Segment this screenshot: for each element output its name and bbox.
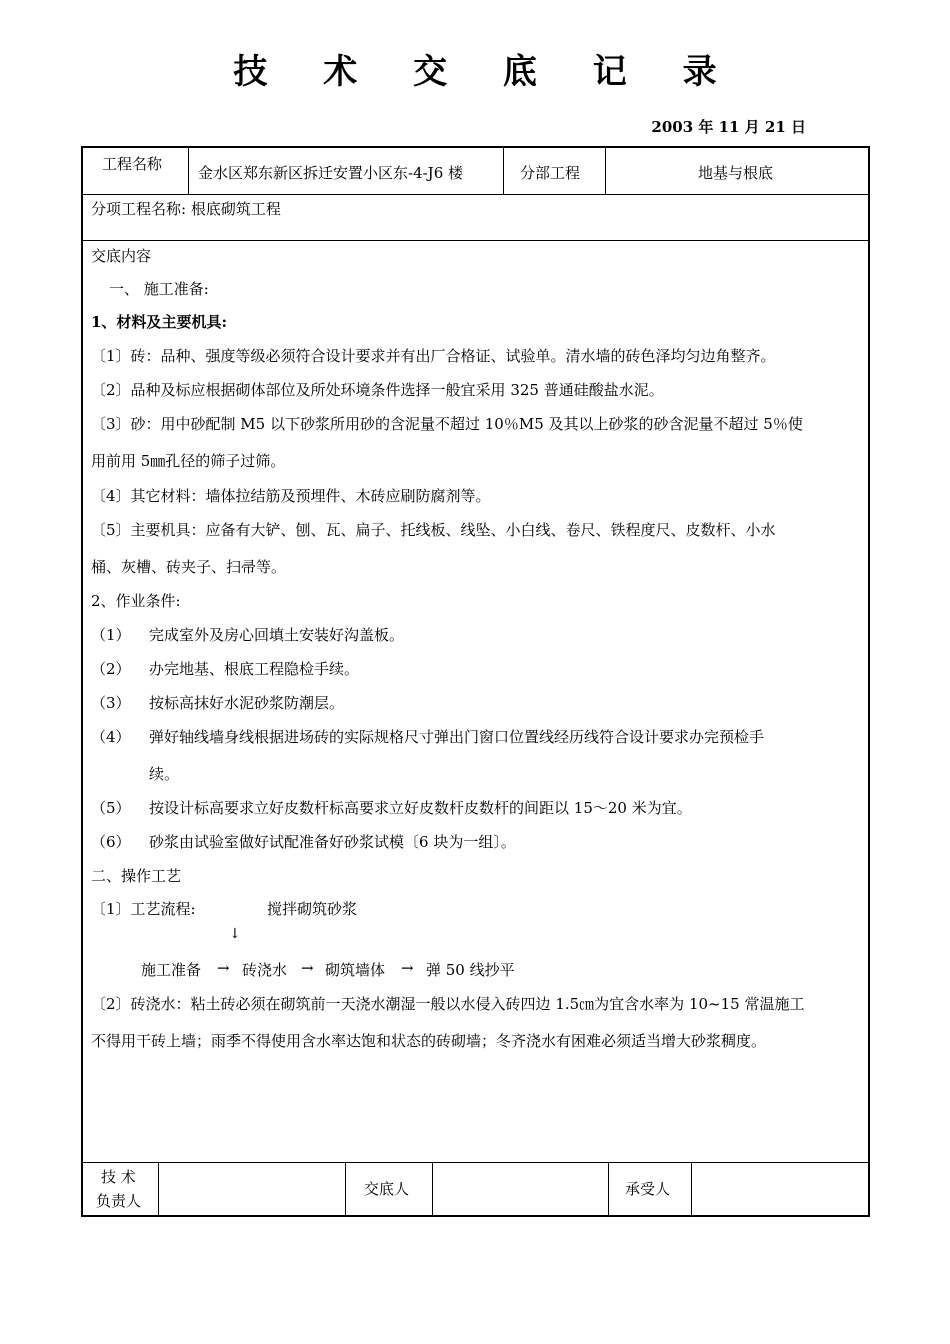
project-value-cell: [189, 148, 504, 194]
receiver-label-cell: [609, 1163, 692, 1215]
condition-1-number: （1）: [91, 626, 131, 644]
condition-2-number: （2）: [91, 660, 131, 678]
condition-3-number: （3）: [91, 694, 131, 712]
materials-heading: 1、材料及主要机具:: [91, 313, 227, 331]
brick-watering-text-cont: 不得用干砖上墙；雨季不得使用含水率达饱和状态的砖砌墙；冬齐浇水有困难必须适当增大砂浆稠度。: [91, 1032, 767, 1050]
condition-5: 按设计标高要求立好皮数杆标高要求立好皮数杆皮数杆的间距以 15～20 米为宜。: [149, 799, 692, 817]
condition-4-number: （4）: [91, 728, 131, 746]
brick-watering-text: 〔2〕砖浇水：粘土砖必须在砌筑前一天浇水潮湿一般以水侵入砖四边 1.5㎝为宜含水率为 10~15 常温施工: [91, 995, 805, 1013]
division-value-cell: [606, 148, 868, 194]
material-item-3: 〔3〕砂：用中砂配制 M5 以下砂浆所用砂的含泥量不超过 10％M5 及其以上砂浆的砂含泥量不超过 5％使: [91, 415, 803, 433]
flow-step-1: 施工准备: [141, 961, 202, 979]
project-value: 金水区郑东新区拆迁安置小区东-4-J6 楼: [198, 164, 464, 182]
section-2-heading: 二、操作工艺: [91, 867, 182, 885]
record-table: [81, 146, 870, 1217]
flow-arrow-icon: →: [217, 959, 230, 977]
process-flow-label: 〔1〕工艺流程:: [91, 900, 196, 918]
division-label-cell: [504, 148, 606, 194]
project-label-cell: [83, 148, 189, 194]
flow-step-3: 砌筑墙体: [325, 961, 386, 979]
subitem-row: [83, 194, 868, 241]
flow-step-2: 砖浇水: [242, 961, 288, 979]
tech-lead-label-1: 技 术: [101, 1168, 136, 1186]
handover-label: 交底人: [364, 1180, 410, 1198]
handover-signature[interactable]: [433, 1163, 609, 1215]
handover-content: [83, 240, 868, 1163]
document-title: 技 术 交 底 记 录: [233, 52, 739, 92]
material-item-2: 〔2〕品种及标应根据砌体部位及所处环境条件选择一般宜采用 325 普通硅酸盐水泥。: [91, 381, 664, 399]
material-item-5-cont: 桶、灰槽、砖夹子、扫帚等。: [91, 558, 287, 576]
division-value: 地基与根底: [698, 164, 774, 182]
receiver-label: 承受人: [625, 1180, 671, 1198]
flow-arrow-icon: →: [401, 959, 414, 977]
section-1-heading: 一、 施工准备:: [109, 280, 209, 298]
condition-6-number: （6）: [91, 833, 131, 851]
tech-lead-label-cell: [83, 1163, 159, 1215]
flow-step-4: 弹 50 线抄平: [426, 961, 515, 979]
flow-mortar-step: 搅拌砌筑砂浆: [267, 900, 358, 918]
tech-lead-signature[interactable]: [159, 1163, 346, 1215]
header-row: [83, 148, 868, 195]
condition-1: 完成室外及房心回填土安装好沟盖板。: [149, 626, 405, 644]
condition-6: 砂浆由试验室做好试配准备好砂浆试模〔6 块为一组〕。: [149, 833, 516, 851]
condition-2: 办完地基、根底工程隐检手续。: [149, 660, 360, 678]
material-item-3-cont: 用前用 5㎜孔径的筛子过筛。: [91, 452, 286, 470]
material-item-1: 〔1〕砖：品种、强度等级必须符合设计要求并有出厂合格证、试验单。清水墙的砖色泽均匀边角整齐。: [91, 347, 776, 365]
document-date: 2003 年 11 月 21 日: [651, 118, 806, 136]
material-item-4: 〔4〕其它材料：墙体拉结筋及预埋件、木砖应刷防腐剂等。: [91, 487, 491, 505]
signature-row: [83, 1162, 868, 1215]
condition-4: 弹好轴线墙身线根据进场砖的实际规格尺寸弹出门窗口位置线经历线符合设计要求办完预检手: [149, 728, 765, 746]
condition-5-number: （5）: [91, 799, 131, 817]
division-label: 分部工程: [520, 164, 581, 182]
handover-label-cell: [346, 1163, 433, 1215]
flow-arrow-icon: →: [301, 959, 314, 977]
condition-4-cont: 续。: [149, 765, 180, 783]
material-item-5: 〔5〕主要机具：应备有大铲、刨、瓦、扁子、托线板、线坠、小白线、卷尺、铁程度尺、皮数杆、小水: [91, 521, 776, 539]
content-heading: 交底内容: [91, 247, 152, 265]
flow-down-arrow-icon: ↓: [229, 926, 241, 942]
project-label: 工程名称: [102, 155, 163, 173]
tech-lead-label-2: 负责人: [96, 1192, 142, 1210]
conditions-heading: 2、作业条件:: [91, 592, 181, 610]
subitem-name: 分项工程名称: 根底砌筑工程: [91, 200, 281, 218]
condition-3: 按标高抹好水泥砂浆防潮层。: [149, 694, 345, 712]
receiver-signature[interactable]: [692, 1163, 868, 1215]
